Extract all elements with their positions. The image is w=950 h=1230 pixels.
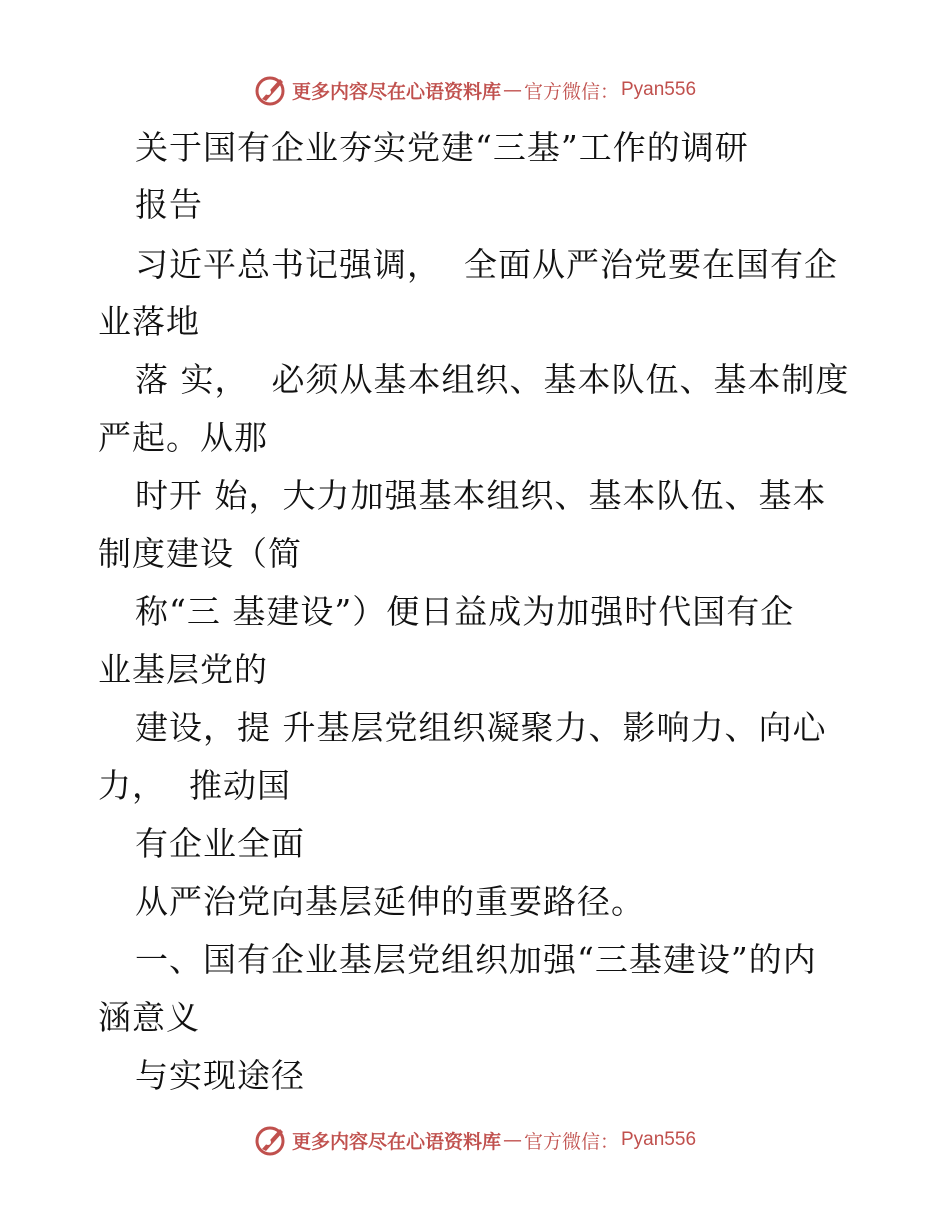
paragraph-line: 业落地 (98, 302, 200, 341)
section-heading-line-2: 涵意义 (98, 998, 200, 1037)
watermark-dash: — (502, 1129, 522, 1151)
watermark-wechat-id: Pyan556 (621, 79, 697, 100)
paragraph-line: 习近平总书记强调， 全面从严治党要在国有企 (135, 245, 838, 284)
paragraph-line: 力， 推动国 (98, 766, 291, 805)
paragraph-line: 落 实， 必须从基本组织、基本队伍、基本制度 (135, 360, 850, 399)
watermark-footer (0, 1122, 950, 1158)
paragraph-line: 严起。从那 (98, 418, 268, 457)
section-heading-line-1: 一、国有企业基层党组织加强“三基建设”的内 (135, 940, 817, 979)
doc-title-line-2: 报告 (135, 185, 203, 224)
doc-title-line-1: 关于国有企业夯实党建“三基”工作的调研 (135, 128, 749, 167)
watermark-wechat-label: 官方微信： (523, 80, 619, 103)
watermark-dash: — (502, 79, 522, 101)
watermark-title: 更多内容尽在心语资料库 (291, 1130, 501, 1153)
watermark-title: 更多内容尽在心语资料库 (291, 80, 501, 103)
watermark-header (0, 72, 950, 108)
quill-logo-icon (254, 1123, 288, 1157)
quill-logo-icon (254, 73, 288, 107)
section-heading-line-3: 与实现途径 (135, 1056, 305, 1095)
watermark-wechat-label: 官方微信： (523, 1130, 619, 1153)
paragraph-line: 时开 始，大力加强基本组织、基本队伍、基本 (135, 476, 827, 515)
paragraph-line: 有企业全面 (135, 824, 305, 863)
paragraph-line: 从严治党向基层延伸的重要路径。 (135, 882, 645, 921)
watermark-wechat-id: Pyan556 (621, 1129, 697, 1150)
paragraph-line: 制度建设（简 (98, 534, 302, 573)
paragraph-line: 业基层党的 (98, 650, 268, 689)
paragraph-line: 称“三 基建设”）便日益成为加强时代国有企 (135, 592, 795, 631)
paragraph-line: 建设，提 升基层党组织凝聚力、影响力、向心 (135, 708, 827, 747)
